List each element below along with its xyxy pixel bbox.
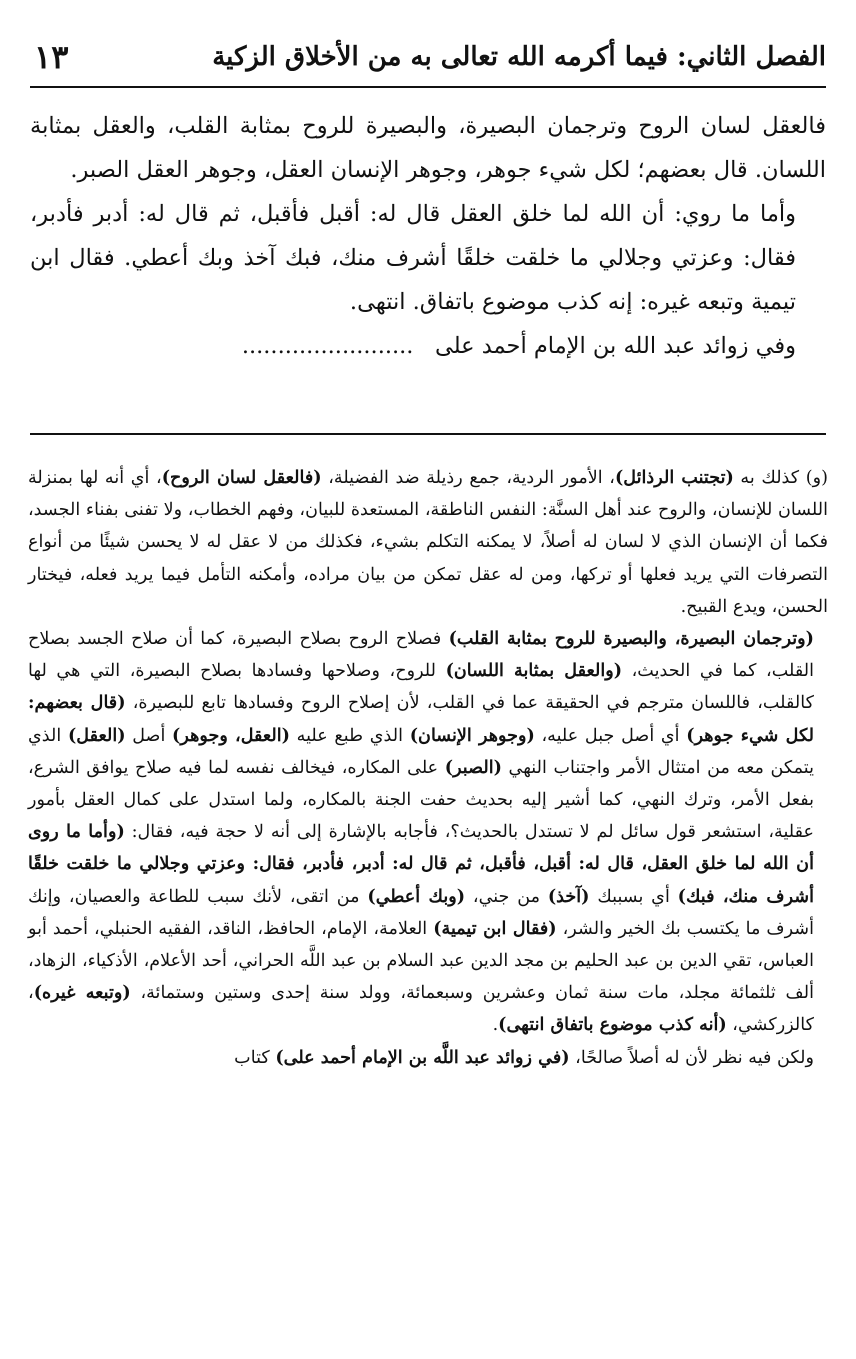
main-text <box>30 104 826 368</box>
main-text-line: وفي زوائد عبد الله بن الإمام أحمد على <box>434 333 796 359</box>
quoted-matn-phrase: (فالعقل لسان الروح) <box>161 467 322 488</box>
commentary-segment: فصلاح الروح بصلاح البصيرة، كما أن صلاح الجسد بصلاح القلب، كما في الحديث، <box>28 629 814 682</box>
quoted-matn-phrase: (فقال ابن تيمية) <box>433 917 557 939</box>
commentary-paragraph-1 <box>28 462 828 623</box>
commentary-segment: . <box>492 1015 499 1036</box>
commentary-segment: ، كالزركشي، <box>28 983 814 1036</box>
commentary-segment: من اتقى، لأنك سبب للطاعة والعصيان، وإنك أشرف ما يكتسب بك الخير والشر، <box>28 886 815 939</box>
quoted-matn-phrase: (في زوائد عبد اللَّه بن الإمام أحمد على) <box>275 1046 570 1068</box>
quoted-matn-phrase: (تجتنب الرذائل) <box>614 467 734 488</box>
commentary-segment: الذي طبع عليه <box>290 725 410 746</box>
main-text-paragraph-1: فالعقل لسان الروح وترجمان البصيرة، والبصيرة للروح بمثابة القلب، والعقل بمثابة اللسان. قال بعضهم؛ لكل شيء جوهر، وجوهر الإنسان العقل، وجوهر العقل الصبر. <box>30 113 826 183</box>
commentary-text <box>28 462 828 1074</box>
commentary-segment: العلامة، الإمام، الحافظ، الناقد، الفقيه الحنبلي، أحمد أبو العباس، تقي الدين بن عبد الحليم بن مجد الدين عبد السلام بن عبد اللَّه الحراني، أحد الأعلام، الأذكياء، الزهاد، ألف ثلثمائة مجلد، مات سنة ثمان وعشرين وسبعمائة، وولد سنة إحدى وستين وستمائة، <box>28 918 814 1004</box>
commentary-segment: ، الأمور الردية، جمع رذيلة ضد الفضيلة، <box>321 468 615 488</box>
section-divider <box>30 433 826 435</box>
quoted-matn-phrase: (العقل، وجوهر) <box>172 724 290 746</box>
quoted-matn-phrase: (وتبعه غيره) <box>33 982 131 1004</box>
commentary-segment: للروح، وصلاحها وفسادها بصلاح البصيرة، التي هي لها كالقلب، فاللسان مترجم في الحقيقة عما في القلب، لأن إصلاح الروح وفسادها تابع للبصيرة، <box>28 661 814 714</box>
commentary-segment: (و) كذلك به <box>733 468 828 488</box>
commentary-segment: من جني، <box>465 886 548 907</box>
quoted-matn-phrase: (العقل) <box>67 724 126 746</box>
commentary-segment: ولكن فيه نظر لأن له أصلاً صالحًا، <box>569 1047 814 1068</box>
page-header <box>30 34 826 88</box>
quoted-matn-phrase: (وبك أعطي) <box>367 885 466 907</box>
continuation-dots: ........................ <box>241 333 414 359</box>
commentary-paragraph-2 <box>28 623 828 1042</box>
quoted-matn-phrase: (قال بعضهم: لكل شيء جوهر) <box>28 692 815 746</box>
quoted-matn-phrase: (الصبر) <box>444 756 502 778</box>
commentary-paragraph-3 <box>28 1042 828 1074</box>
quoted-matn-phrase: (أنه كذب موضوع باتفاق انتهى) <box>498 1014 727 1036</box>
chapter-title: الفصل الثاني: فيما أكرمه الله تعالى به من الأخلاق الزكية <box>212 42 826 72</box>
commentary-segment: أي أصل جبل عليه، <box>534 725 687 746</box>
commentary-segment: أي بسببك <box>589 886 678 907</box>
main-text-paragraph-3 <box>30 324 826 368</box>
quoted-matn-phrase: (وترجمان البصيرة، والبصيرة للروح بمثابة القلب) <box>448 628 814 650</box>
commentary-segment: كتاب <box>234 1047 276 1068</box>
quoted-matn-phrase: (والعقل بمثابة اللسان) <box>445 660 623 682</box>
commentary-segment: الذي يتمكن معه من امتثال الأمر واجتناب النهي <box>28 725 814 778</box>
quoted-matn-phrase: (آخذ) <box>547 885 590 907</box>
main-text-paragraph-2: وأما ما روي: أن الله لما خلق العقل قال له: أقبل فأقبل، ثم قال له: أدبر فأدبر، فقال: وعزتي وجلالي ما خلقت خلقًا أشرف منك، فبك آخذ وبك أعطي. فقال ابن تيمية وتبعه غيره: إنه كذب موضوع باتفاق. انتهى. <box>30 201 796 315</box>
commentary-segment: ، أي أنه لها بمنزلة اللسان للإنسان، والروح عند أهل السنَّة: النفس الناطقة، المستعدة للبيان، وفهم الخطاب، ولا تفنى بفناء الجسد، فكما أن الإنسان الذي لا لسان له أصلاً، لا يمكنه التكلم بشيء، فكذلك من لا عقل له لا يحسن شيئًا من أنواع التصرفات التي يريد فعلها أو تركها، ومن له عقل تمكن من بيان مراده، وأمكنه التأمل فيما يريد فعله، فيختار الحسن، ويدع القبيح. <box>28 468 828 617</box>
commentary-segment: أصل <box>125 725 173 746</box>
page-number: ١٣ <box>34 38 69 76</box>
quoted-matn-phrase: (وأما ما روى أن الله لما خلق العقل، قال له: أقبل، فأقبل، ثم قال له: أدبر، فأدبر، فقال: وعزتي وجلالي ما خلقت خلقًا أشرف منك، فبك) <box>28 821 815 907</box>
quoted-matn-phrase: (وجوهر الإنسان) <box>409 724 535 746</box>
commentary-segment: على المكاره، فيخالف نفسه لما فيه صلاح يوافق الشرع، بفعل الأمر، وترك النهي، كما أشير إليه بحديث حفت الجنة بالمكاره، ولما استدل على كمال العقل بأمور عقلية، استشعر قول سائل لم لا تستدل بالحديث؟، فأجابه بالإشارة إلى أنه لا حجة فيه، فقال: <box>28 757 814 843</box>
